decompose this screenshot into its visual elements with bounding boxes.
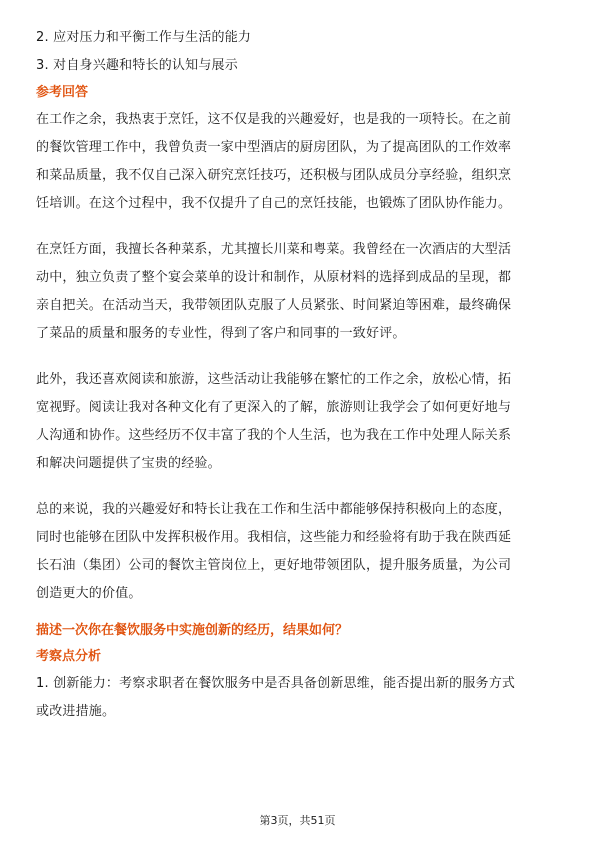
paragraph-line: 此外，我还喜欢阅读和旅游，这些活动让我能够在繁忙的工作之余，放松心情，拓 [36, 372, 512, 387]
analysis-heading: 考察点分析 [36, 649, 102, 664]
analysis-line: 1. 创新能力：考察求职者在餐饮服务中是否具备创新思维，能否提出新的服务方式 [36, 676, 516, 691]
paragraph-line: 总的来说，我的兴趣爱好和特长让我在工作和生活中都能够保持积极向上的态度， [36, 502, 512, 517]
paragraph-line: 长石油（集团）公司的餐饮主管岗位上，更好地带领团队，提升服务质量，为公司 [36, 558, 512, 573]
list-item: 2. 应对压力和平衡工作与生活的能力 [36, 30, 252, 45]
question-heading: 描述一次你在餐饮服务中实施创新的经历，结果如何？ [36, 623, 349, 638]
document-page [36, 24, 560, 726]
paragraph-gap [36, 218, 560, 236]
paragraph-line: 同时也能够在团队中发挥积极作用。我相信，这些能力和经验将有助于我在陕西延 [36, 530, 512, 545]
paragraph-line: 和菜品质量，我不仅自己深入研究烹饪技巧，还积极与团队成员分享经验，组织烹 [36, 168, 512, 183]
answer-paragraph [36, 496, 560, 608]
page-footer: 第3页，共51页 [259, 814, 336, 827]
answer-heading: 参考回答 [36, 85, 89, 100]
paragraph-line: 人沟通和协作。这些经历不仅丰富了我的个人生活，也为我在工作中处理人际关系 [36, 428, 512, 443]
paragraph-line: 亲自把关。在活动当天，我带领团队克服了人员紧张、时间紧迫等困难，最终确保 [36, 298, 512, 313]
answer-paragraph [36, 106, 560, 218]
paragraph-line: 和解决问题提供了宝贵的经验。 [36, 456, 221, 471]
paragraph-line: 的餐饮管理工作中，我曾负责一家中型酒店的厨房团队，为了提高团队的工作效率 [36, 140, 512, 155]
paragraph-line: 在烹饪方面，我擅长各种菜系，尤其擅长川菜和粤菜。我曾经在一次酒店的大型活 [36, 242, 512, 257]
list-item: 3. 对自身兴趣和特长的认知与展示 [36, 58, 238, 73]
paragraph-line: 了菜品的质量和服务的专业性，得到了客户和同事的一致好评。 [36, 326, 406, 341]
paragraph-gap [36, 348, 560, 366]
paragraph-line: 宽视野。阅读让我对各种文化有了更深入的了解，旅游则让我学会了如何更好地与 [36, 400, 512, 415]
paragraph-line: 创造更大的价值。 [36, 586, 142, 601]
paragraph-line: 在工作之余，我热衷于烹饪，这不仅是我的兴趣爱好，也是我的一项特长。在之前 [36, 112, 512, 127]
paragraph-line: 动中，独立负责了整个宴会菜单的设计和制作，从原材料的选择到成品的呈现，都 [36, 270, 512, 285]
paragraph-gap [36, 478, 560, 496]
answer-paragraph [36, 366, 560, 478]
analysis-line: 或改进措施。 [36, 704, 116, 719]
answer-paragraph [36, 236, 560, 348]
paragraph-line: 饪培训。在这个过程中，我不仅提升了自己的烹饪技能，也锻炼了团队协作能力。 [36, 196, 512, 211]
paragraph-gap [36, 608, 560, 618]
